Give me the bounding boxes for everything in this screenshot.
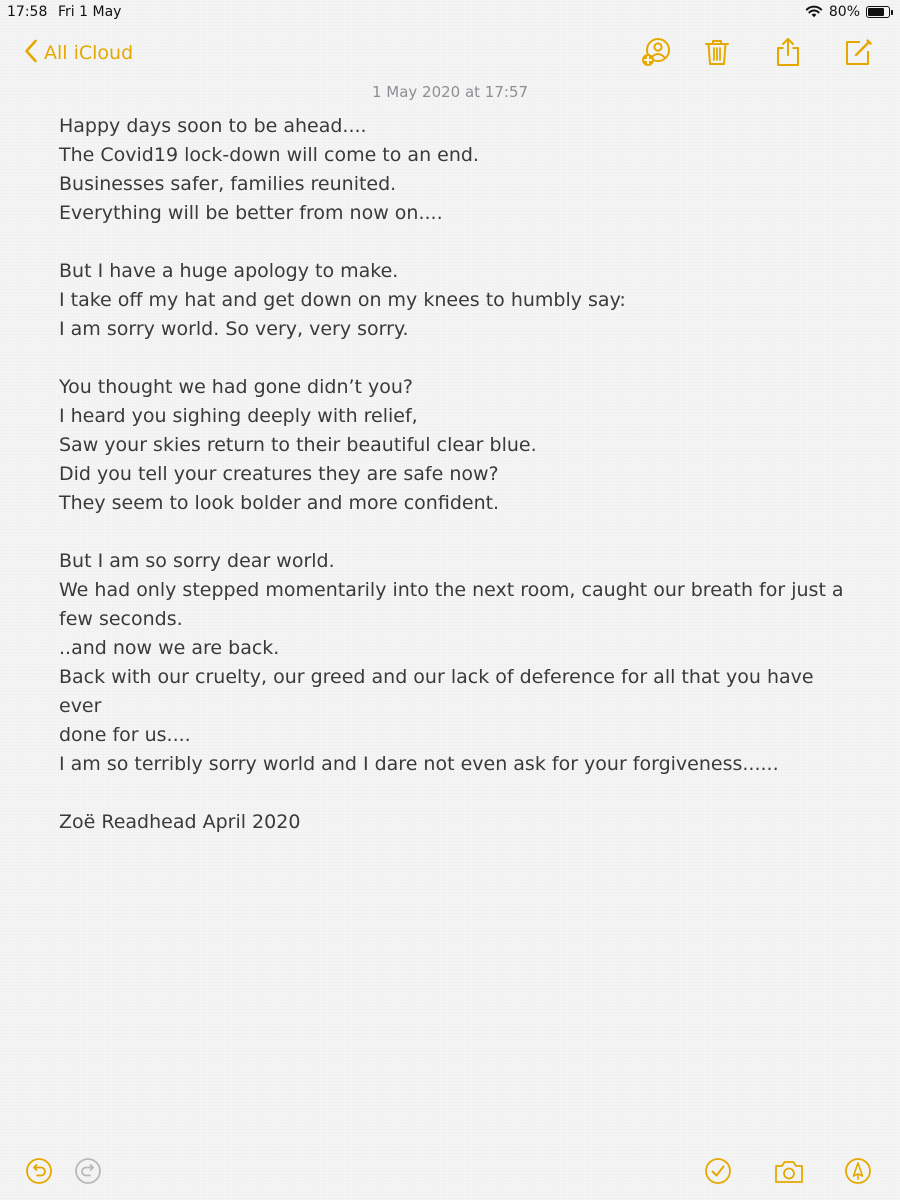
status-date: Fri 1 May bbox=[58, 4, 122, 20]
share-person-icon[interactable] bbox=[640, 36, 672, 68]
status-bar bbox=[0, 0, 900, 24]
wifi-icon bbox=[805, 3, 823, 22]
back-button[interactable] bbox=[24, 38, 133, 68]
chevron-left-icon bbox=[24, 39, 38, 67]
note-body[interactable] bbox=[59, 112, 849, 837]
camera-icon[interactable] bbox=[772, 1156, 806, 1186]
note-date: 1 May 2020 at 17:57 bbox=[371, 83, 529, 101]
note-line: I take off my hat and get down on my knees to humbly say: bbox=[59, 289, 626, 311]
note-line: few seconds. bbox=[59, 608, 183, 630]
markup-icon[interactable] bbox=[843, 1156, 873, 1186]
note-line: The Covid19 lock-down will come to an end. bbox=[59, 144, 479, 166]
note-line: Businesses safer, families reunited. bbox=[59, 173, 397, 195]
back-label: All iCloud bbox=[44, 42, 134, 64]
note-line bbox=[59, 518, 849, 547]
note-line: I heard you sighing deeply with relief, bbox=[59, 405, 418, 427]
share-icon[interactable] bbox=[772, 36, 804, 68]
status-time: 17:58 bbox=[7, 4, 48, 20]
note-line: Everything will be better from now on.... bbox=[59, 202, 443, 224]
note-line: ..and now we are back. bbox=[59, 637, 280, 659]
battery-level bbox=[868, 8, 884, 16]
note-line: But I have a huge apology to make. bbox=[59, 260, 399, 282]
undo-icon[interactable] bbox=[24, 1156, 54, 1186]
note-line: They seem to look bolder and more confident. bbox=[59, 492, 500, 514]
note-line: You thought we had gone didn’t you? bbox=[59, 376, 414, 398]
redo-icon[interactable] bbox=[73, 1156, 103, 1186]
note-line bbox=[59, 779, 849, 808]
battery-percent: 80% bbox=[828, 4, 860, 20]
note-line: We had only stepped momentarily into the next room, caught our breath for just a bbox=[59, 579, 844, 601]
nav-bar bbox=[0, 28, 900, 78]
note-line: Back with our cruelty, our greed and our lack of deference for all that you have ever bbox=[59, 666, 820, 717]
checklist-icon[interactable] bbox=[703, 1156, 733, 1186]
status-indicators bbox=[805, 3, 890, 21]
note-line: I am sorry world. So very, very sorry. bbox=[59, 318, 409, 340]
note-line bbox=[59, 344, 849, 373]
battery-icon bbox=[866, 6, 890, 18]
note-line: I am so terribly sorry world and I dare not even ask for your forgiveness...... bbox=[59, 753, 779, 775]
note-line: Happy days soon to be ahead.... bbox=[59, 115, 367, 137]
note-signature: Zoë Readhead April 2020 bbox=[59, 811, 301, 833]
compose-icon[interactable] bbox=[842, 36, 874, 68]
note-line: done for us.... bbox=[59, 724, 191, 746]
note-line bbox=[59, 228, 849, 257]
note-line: But I am so sorry dear world. bbox=[59, 550, 335, 572]
note-line: Did you tell your creatures they are safe now? bbox=[59, 463, 499, 485]
note-line: Saw your skies return to their beautiful clear blue. bbox=[59, 434, 537, 456]
trash-icon[interactable] bbox=[701, 36, 733, 68]
